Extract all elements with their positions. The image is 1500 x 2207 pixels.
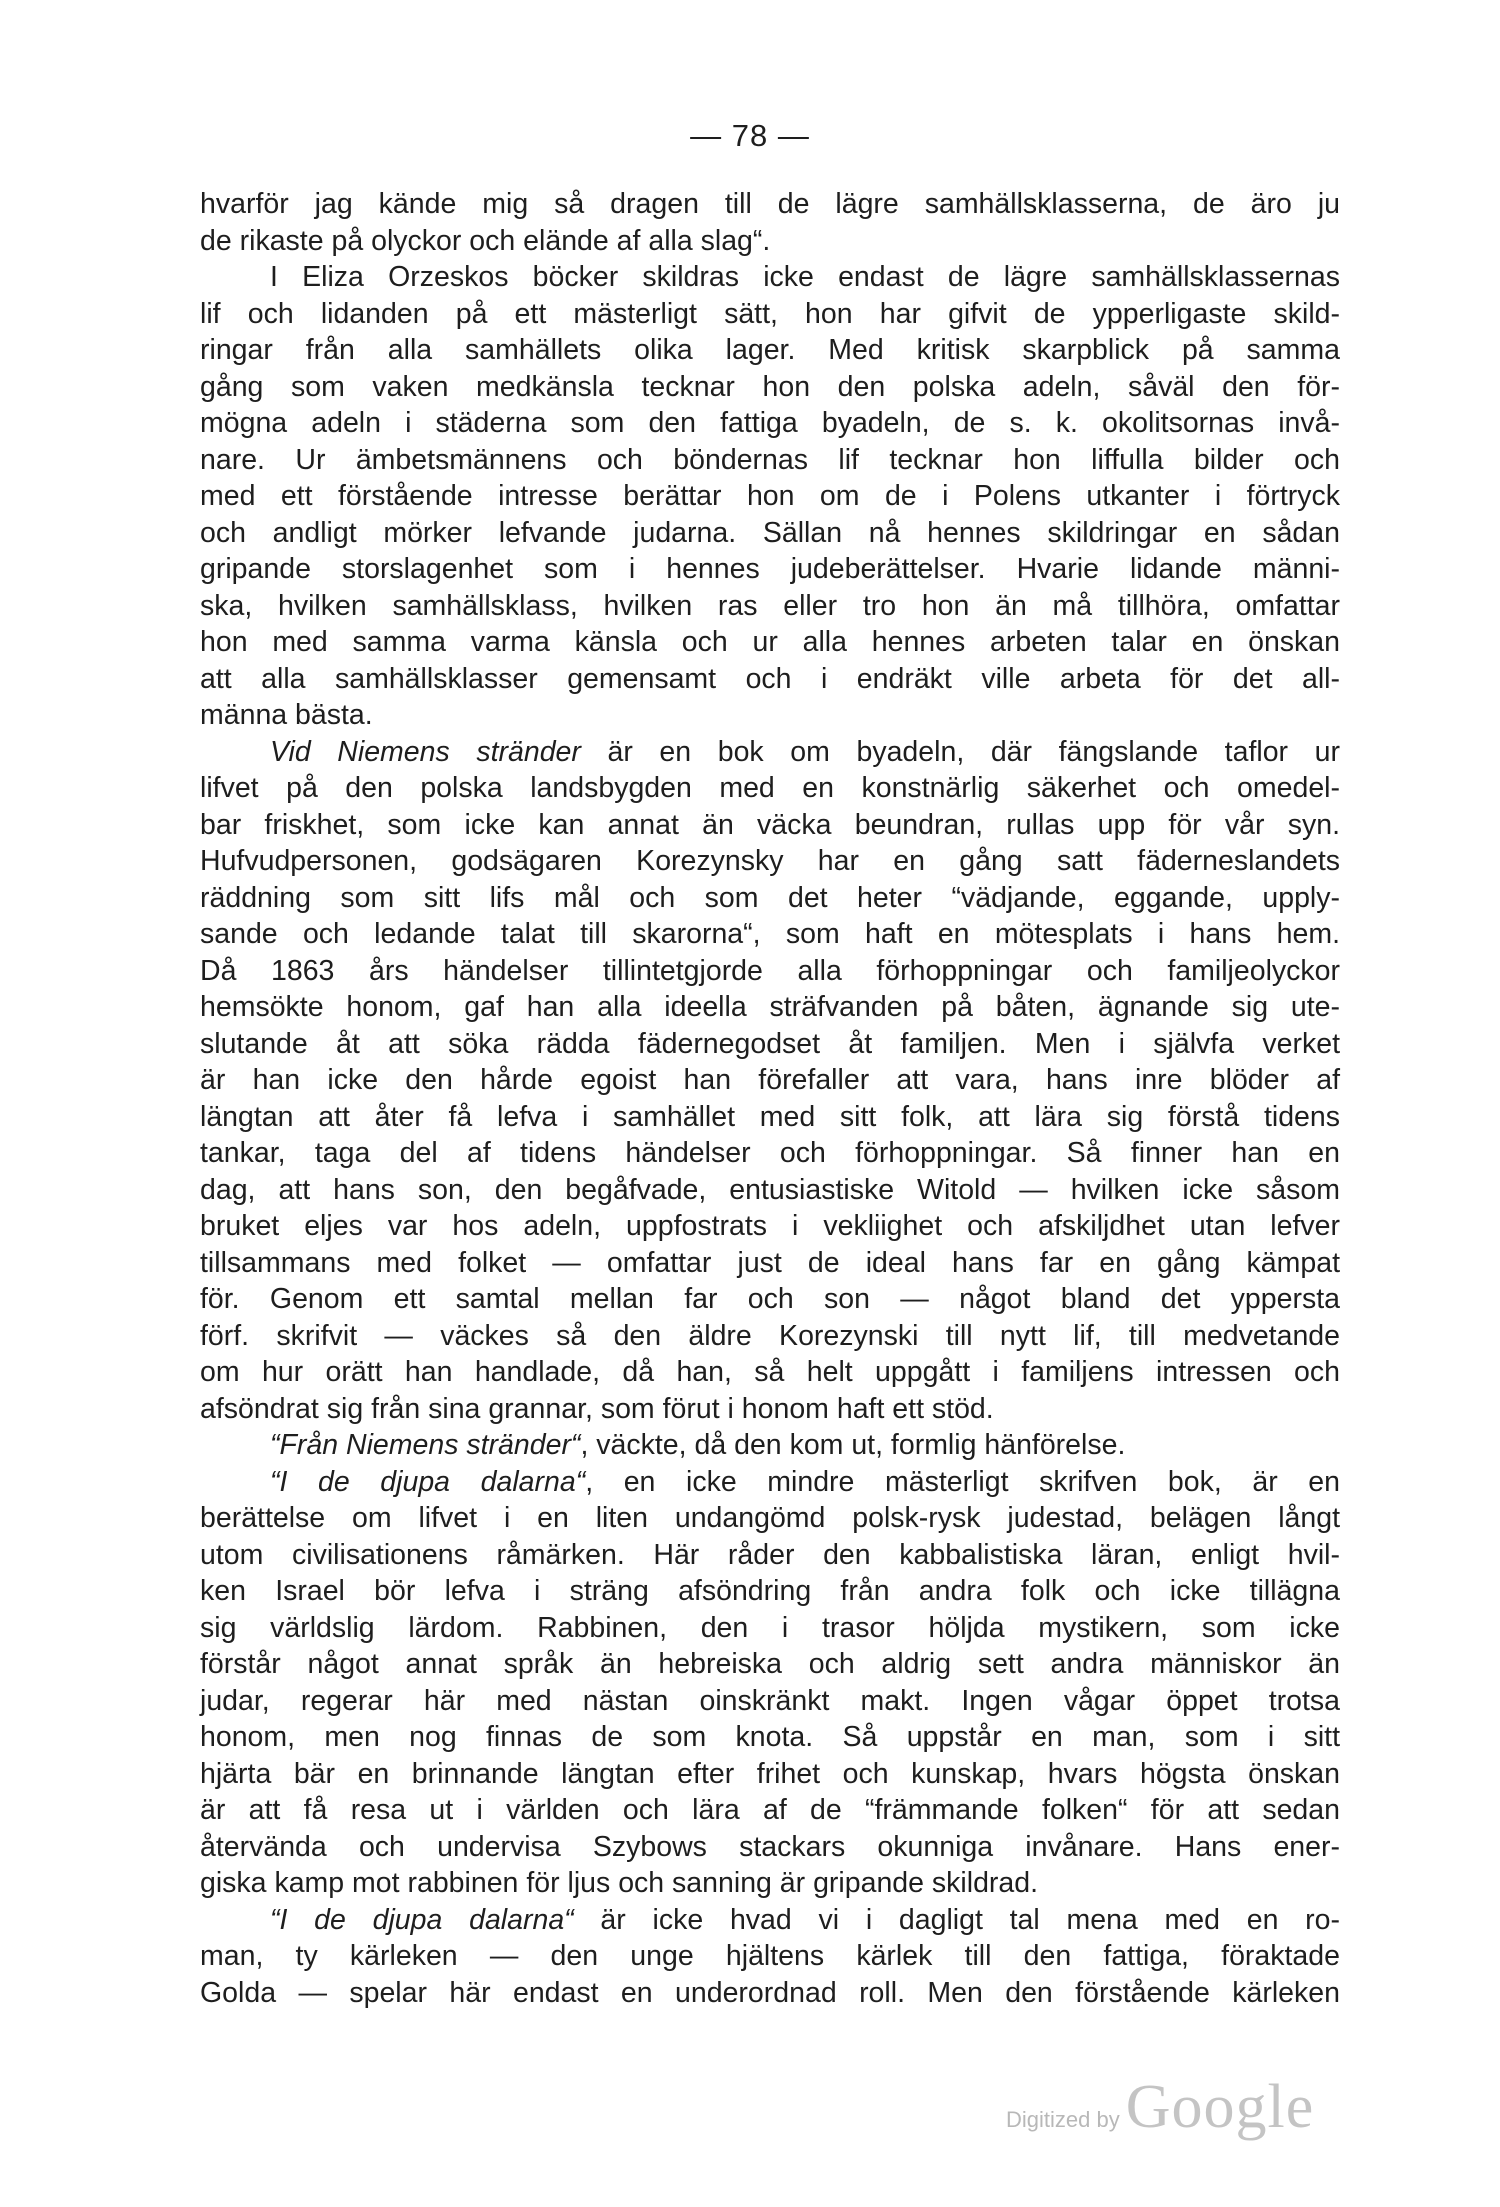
text-line (200, 1464, 1340, 1501)
text-line: om hur orätt han handlade, då han, så helt uppgått i familjens intressen och (200, 1356, 1340, 1388)
text-line: för. Genom ett samtal mellan far och son — något bland det yppersta (200, 1283, 1340, 1315)
text-line: är han icke den hårde egoist han förefaller att vara, hans inre blöder af (200, 1064, 1340, 1096)
text-line: hvarför jag kände mig så dragen till de lägre samhällsklasserna, de äro ju (200, 188, 1340, 220)
text-line (200, 1427, 1340, 1464)
book-title: Vid Niemens stränder (270, 735, 581, 768)
text-segment: , väckte, då den kom ut, formlig hänförelse. (580, 1429, 1126, 1461)
text-line: att alla samhällsklasser gemensamt och i endräkt ville arbeta för det all- (200, 662, 1340, 695)
text-line: förf. skrifvit — väckes så den äldre Korezynski till nytt lif, till medvetande (200, 1319, 1340, 1352)
text-line: berättelse om lifvet i en liten undangömd polsk-rysk judestad, belägen långt (200, 1502, 1340, 1534)
text-line: slutande åt att söka rädda fädernegodset åt familjen. Men i självfa verket (200, 1027, 1340, 1060)
text-line: förstår något annat språk än hebreiska och aldrig sett andra människor än (200, 1648, 1340, 1680)
text-line (200, 1902, 1340, 1939)
text-line: man, ty kärleken — den unge hjältens kärlek till den fattiga, föraktade (200, 1940, 1340, 1972)
text-line: tillsammans med folket — omfattar just de ideal hans far en gång kämpat (200, 1246, 1340, 1279)
text-line: tankar, taga del af tidens händelser och förhoppningar. Så finner han en (200, 1137, 1340, 1169)
watermark-brand: Google (1125, 2073, 1315, 2141)
text-line: dag, att hans son, den begåfvade, entusiastiske Witold — hvilken icke såsom (200, 1173, 1340, 1206)
text-segment: , en icke mindre mästerligt skrifven bok, är en (585, 1465, 1340, 1498)
text-line: de rikaste på olyckor och elände af alla slag“. (200, 224, 771, 257)
text-line: utom civilisationens råmärken. Här råder den kabbalistiska läran, enligt hvil- (200, 1538, 1340, 1571)
body-text (200, 186, 1340, 2011)
text-line: hjärta bär en brinnande längtan efter frihet och kunskap, hvars högsta önskan (200, 1757, 1340, 1790)
text-line: ringar från alla samhällets olika lager. Med kritisk skarpblick på samma (200, 334, 1340, 366)
text-line: männa bästa. (200, 699, 373, 731)
text-line: är att få resa ut i världen och lära af de “främmande folken“ för att sedan (200, 1794, 1340, 1826)
page-number: — 78 — (690, 118, 810, 153)
book-title: “Från Niemens stränder“ (270, 1429, 581, 1461)
text-line: längtan att åter få lefva i samhället med sitt folk, att lära sig förstå tidens (200, 1100, 1340, 1133)
text-line: judar, regerar här med nästan oinskränkt makt. Ingen vågar öppet trotsa (200, 1684, 1340, 1717)
text-line: sig världslig lärdom. Rabbinen, den i trasor höljda mystikern, som icke (200, 1611, 1340, 1644)
text-line: I Eliza Orzeskos böcker skildras icke endast de lägre samhällsklassernas (270, 261, 1340, 293)
text-line: hemsökte honom, gaf han alla ideella sträfvanden på båten, ägnande sig ute- (200, 991, 1340, 1023)
text-line: nare. Ur ämbetsmännens och böndernas lif tecknar hon liffulla bilder och (200, 443, 1340, 476)
digitized-watermark (1006, 2072, 1314, 2143)
text-line: afsöndrat sig från sina grannar, som förut i honom haft ett stöd. (200, 1392, 994, 1425)
text-line: lifvet på den polska landsbygden med en konstnärlig säkerhet och omedel- (200, 772, 1340, 804)
text-line: med ett förstående intresse berättar hon om de i Polens utkanter i förtryck (200, 480, 1340, 512)
text-line: gripande storslagenhet som i hennes judeberättelser. Hvarie lidande männi- (200, 553, 1340, 585)
book-title: “I de djupa dalarna“ (270, 1465, 586, 1498)
text-line: ska, hvilken samhällsklass, hvilken ras eller tro hon än må tillhöra, omfattar (200, 589, 1340, 622)
book-title: “I de djupa dalarna“ (270, 1903, 574, 1936)
text-line: hon med samma varma känsla och ur alla hennes arbeten talar en önskan (200, 626, 1340, 658)
text-line: honom, men nog finnas de som knota. Så uppstår en man, som i sitt (200, 1721, 1340, 1753)
text-line: Hufvudpersonen, godsägaren Korezynsky har en gång satt fäderneslandets (200, 845, 1340, 877)
text-line: Golda — spelar här endast en underordnad roll. Men den förstående kärleken (200, 1976, 1340, 2009)
text-line: räddning som sitt lifs mål och som det heter “vädjande, eggande, upply- (200, 881, 1340, 914)
text-line: giska kamp mot rabbinen för ljus och sanning är gripande skildrad. (200, 1867, 1039, 1899)
text-line: sande och ledande talat till skarorna“, som haft en mötesplats i hans hem. (200, 918, 1340, 950)
text-line: lif och lidanden på ett mästerligt sätt, hon har gifvit de ypperligaste skild- (200, 297, 1340, 330)
watermark-prefix: Digitized by (1006, 2107, 1120, 2132)
text-line: ken Israel bör lefva i sträng afsöndring från andra folk och icke tillägna (200, 1575, 1340, 1607)
text-line: Då 1863 års händelser tillintetgjorde alla förhoppningar och familjeolyckor (200, 954, 1340, 987)
text-line: bar friskhet, som icke kan annat än väcka beundran, rullas upp för vår syn. (200, 808, 1340, 841)
text-line: gång som vaken medkänsla tecknar hon den polska adeln, såväl den för- (200, 370, 1340, 403)
text-line (200, 734, 1340, 771)
text-line: mögna adeln i städerna som den fattiga byadeln, de s. k. okolitsornas invå- (200, 407, 1340, 439)
text-segment: är en bok om byadeln, där fängslande taflor ur (580, 735, 1340, 768)
text-segment: är icke hvad vi i dagligt tal mena med en ro- (573, 1903, 1341, 1936)
text-line: återvända och undervisa Szybows stackars okunniga invånare. Hans ener- (200, 1830, 1340, 1863)
text-line: bruket eljes var hos adeln, uppfostrats i vekliighet och afskiljdhet utan lefver (200, 1210, 1340, 1242)
text-line: och andligt mörker lefvande judarna. Sällan nå hennes skildringar en sådan (200, 516, 1340, 549)
